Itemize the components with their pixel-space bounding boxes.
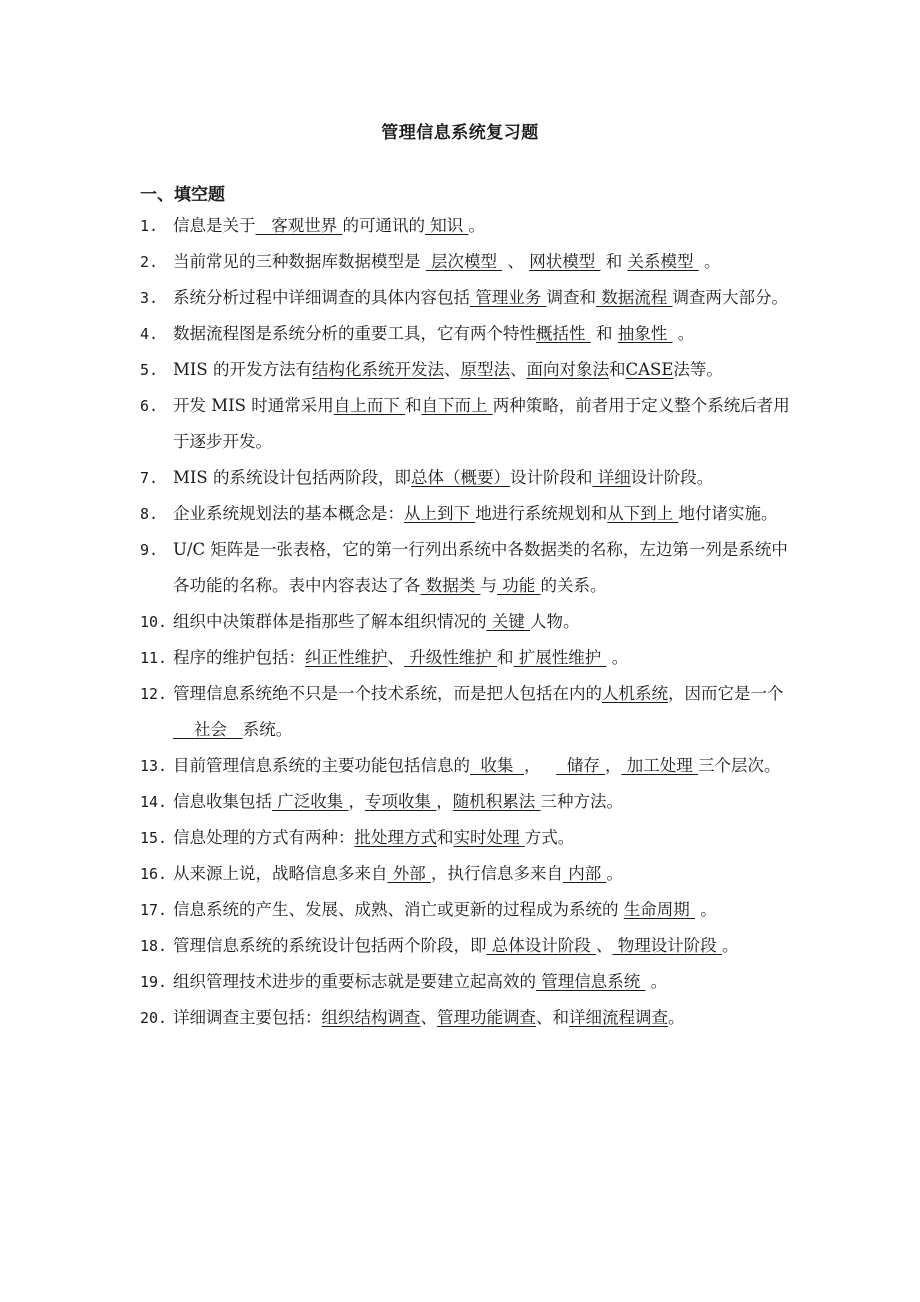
question-text: 设计阶段。 — [630, 468, 714, 487]
answer-blank: 层次模型 — [425, 252, 503, 271]
question-number: 3. — [140, 289, 159, 307]
answer-blank: 关键 — [486, 612, 530, 631]
question-number: 16. — [140, 865, 168, 883]
question-text: ， — [523, 756, 557, 775]
answer-blank: 实时处理 — [453, 828, 525, 847]
question-text: 和 — [600, 252, 628, 271]
answer-blank: 从上到下 — [404, 504, 476, 523]
question-number: 18. — [140, 937, 168, 955]
question-text: 设计阶段和 — [509, 468, 593, 487]
question-text: 地付诸实施。 — [678, 504, 778, 523]
question-item — [140, 352, 790, 388]
question-text: 从来源上说，战略信息多来自 — [173, 864, 388, 883]
question-number: 11. — [140, 649, 168, 667]
question-number: 4. — [140, 325, 159, 343]
question-text: 两种策略，前者用于定义整个系统后者用于逐步开发。 — [173, 396, 790, 451]
question-text: 管理信息系统的系统设计包括两个阶段，即 — [173, 936, 487, 955]
question-text: 三个层次。 — [697, 756, 781, 775]
answer-blank: 随机积累法 — [452, 792, 541, 811]
answer-blank: 组织结构调查 — [321, 1008, 421, 1027]
question-text: 和 — [437, 828, 454, 847]
question-item — [140, 244, 790, 280]
answer-blank: 客观世界 — [255, 216, 343, 235]
answer-blank: 专项收集 — [365, 792, 437, 811]
question-text: 开发 MIS 时通常采用 — [173, 396, 334, 415]
question-text: 。 — [468, 216, 485, 235]
question-text: 组织中决策群体是指那些了解本组织情况的 — [173, 612, 487, 631]
answer-blank: 结构化系统开发法 — [311, 360, 444, 379]
question-item — [140, 532, 790, 604]
question-number: 12. — [140, 685, 168, 703]
question-text: 、 — [502, 252, 530, 271]
answer-blank: 概括性 — [536, 324, 591, 343]
answer-blank: 收集 — [470, 756, 524, 775]
answer-blank: 知识 — [424, 216, 469, 235]
question-text: U/C 矩阵是一张表格，它的第一行列出系统中各数据类的名称，左边第一列是系统中各功能的名称。表中内容表达了各 — [173, 540, 788, 595]
question-text: 和 — [404, 396, 422, 415]
answer-blank: 储存 — [556, 756, 605, 775]
answer-blank: 生命周期 — [623, 900, 695, 919]
question-item — [140, 1000, 790, 1036]
question-text: 、 — [420, 1008, 437, 1027]
answer-blank: 扩展性维护 — [513, 648, 607, 667]
question-text: 和 — [497, 648, 514, 667]
answer-blank: 原型法 — [460, 360, 510, 379]
question-text: ，因而它是一个 — [668, 684, 784, 703]
question-number: 2. — [140, 253, 159, 271]
question-text: MIS 的开发方法有 — [173, 360, 312, 379]
question-number: 19. — [140, 973, 168, 991]
question-number: 1. — [140, 217, 159, 235]
question-number: 5. — [140, 361, 159, 379]
question-item — [140, 640, 790, 676]
document-title: 管理信息系统复习题 — [381, 123, 539, 143]
answer-blank: 升级性维护 — [404, 648, 497, 667]
question-text: 信息收集包括 — [173, 792, 272, 811]
question-item — [140, 748, 790, 784]
answer-blank: 详细 — [592, 468, 631, 487]
question-text: 。 — [672, 324, 695, 343]
answer-blank: 外部 — [387, 864, 431, 883]
question-text: 方式。 — [524, 828, 575, 847]
answer-blank: CASE — [625, 360, 674, 379]
question-text: 信息系统的产生、发展、成熟、消亡或更新的过程成为系统的 — [173, 900, 624, 919]
question-item — [140, 604, 790, 640]
question-number: 17. — [140, 901, 168, 919]
question-item — [140, 496, 790, 532]
question-text: 调查和 — [546, 288, 596, 307]
question-text: 。 — [722, 936, 739, 955]
answer-blank: 从下到上 — [607, 504, 679, 523]
question-text: 。 — [668, 1008, 685, 1027]
question-number: 20. — [140, 1009, 168, 1027]
question-text: 和 — [590, 324, 618, 343]
answer-blank: 总体设计阶段 — [486, 936, 596, 955]
question-text: 、 — [509, 360, 527, 379]
question-text: ， — [436, 792, 453, 811]
question-text: 、 — [443, 360, 461, 379]
answer-blank: 网状模型 — [529, 252, 601, 271]
question-text: 目前管理信息系统的主要功能包括信息的 — [173, 756, 470, 775]
question-number: 15. — [140, 829, 168, 847]
question-text: 。 — [695, 900, 717, 919]
question-item — [140, 208, 790, 244]
answer-blank: 抽象性 — [617, 324, 673, 343]
answer-blank: 社会 — [173, 720, 243, 739]
answer-blank: 管理功能调查 — [437, 1008, 536, 1027]
question-text: 信息是关于 — [173, 216, 256, 235]
answer-blank: 批处理方式 — [354, 828, 437, 847]
question-text: MIS 的系统设计包括两阶段，即 — [173, 468, 411, 487]
answer-blank: 详细流程调查 — [569, 1008, 668, 1027]
answer-blank: 人机系统 — [602, 684, 668, 703]
answer-blank: 自上而下 — [333, 396, 405, 415]
question-text: 调查两大部分。 — [672, 288, 788, 307]
question-text: 三种方法。 — [540, 792, 623, 811]
question-text: 、 — [387, 648, 404, 667]
question-text: 。 — [606, 648, 629, 667]
answer-blank: 数据类 — [420, 576, 481, 595]
question-text: ， — [604, 756, 622, 775]
question-item — [140, 928, 790, 964]
question-text: 系统。 — [242, 720, 293, 739]
question-text: 详细调查主要包括： — [173, 1008, 322, 1027]
question-text: ，执行信息多来自 — [431, 864, 563, 883]
answer-blank: 总体（概要） — [410, 468, 510, 487]
question-item — [140, 280, 790, 316]
question-text: 。 — [606, 864, 623, 883]
question-text: 地进行系统规划和 — [475, 504, 608, 523]
question-number: 14. — [140, 793, 168, 811]
question-text: 企业系统规划法的基本概念是： — [173, 504, 404, 523]
question-text: 、 — [596, 936, 613, 955]
question-number: 13. — [140, 757, 168, 775]
question-text: 人物。 — [530, 612, 580, 631]
answer-blank: 功能 — [497, 576, 541, 595]
question-text: 系统分析过程中详细调查的具体内容包括 — [173, 288, 470, 307]
answer-blank: 自下而上 — [421, 396, 493, 415]
question-text: 组织管理技术进步的重要标志就是要建立起高效的 — [173, 972, 536, 991]
question-item — [140, 856, 790, 892]
question-item — [140, 460, 790, 496]
question-text: 的可通讯的 — [342, 216, 425, 235]
answer-blank: 加工处理 — [621, 756, 698, 775]
answer-blank: 内部 — [563, 864, 607, 883]
question-text: 法等。 — [673, 360, 723, 379]
answer-blank: 关系模型 — [627, 252, 699, 271]
question-number: 7. — [140, 469, 159, 487]
question-item — [140, 388, 790, 460]
answer-blank: 管理业务 — [470, 288, 547, 307]
question-text: 数据流程图是系统分析的重要工具，它有两个特性 — [173, 324, 536, 343]
question-text: 的关系。 — [540, 576, 607, 595]
question-item — [140, 892, 790, 928]
question-text: 和 — [608, 360, 626, 379]
question-text: 。 — [698, 252, 721, 271]
answer-blank: 广泛收集 — [272, 792, 349, 811]
answer-blank: 纠正性维护 — [305, 648, 388, 667]
question-item — [140, 784, 790, 820]
question-number: 9. — [140, 541, 159, 559]
question-number: 8. — [140, 505, 159, 523]
question-text: 。 — [645, 972, 668, 991]
question-text: 、和 — [536, 1008, 569, 1027]
question-number: 10. — [140, 613, 168, 631]
question-text: 当前常见的三种数据库数据模型是 — [173, 252, 426, 271]
question-text: 管理信息系统绝不只是一个技术系统，而是把人包括在内的 — [173, 684, 602, 703]
question-item — [140, 964, 790, 1000]
question-text: 信息处理的方式有两种： — [173, 828, 355, 847]
question-item — [140, 316, 790, 352]
question-text: ， — [348, 792, 365, 811]
question-list — [140, 208, 790, 1036]
answer-blank: 物理设计阶段 — [612, 936, 722, 955]
answer-blank: 面向对象法 — [526, 360, 609, 379]
question-item — [140, 676, 790, 748]
question-text: 与 — [480, 576, 497, 595]
answer-blank: 管理信息系统 — [536, 972, 646, 991]
section-heading: 一、填空题 — [140, 185, 225, 205]
question-text: 程序的维护包括： — [173, 648, 305, 667]
question-number: 6. — [140, 397, 159, 415]
answer-blank: 数据流程 — [596, 288, 673, 307]
question-item — [140, 820, 790, 856]
